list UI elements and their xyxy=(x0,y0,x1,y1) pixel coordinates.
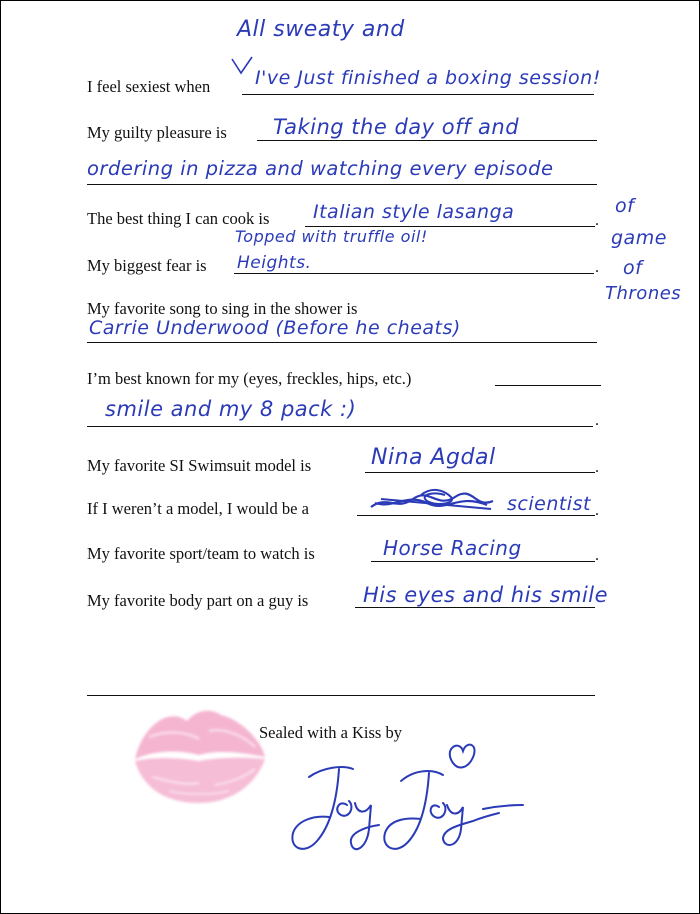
line-sport xyxy=(371,561,595,562)
answer-guilty-side-2: game xyxy=(611,227,667,249)
prompt-sexiest: I feel sexiest when xyxy=(87,77,211,96)
answer-career: scientist xyxy=(507,493,591,515)
answer-bodypart: His eyes and his smile xyxy=(363,583,609,607)
period-known: . xyxy=(595,412,599,429)
answer-fear: Heights. xyxy=(237,253,312,273)
answer-model: Nina Agdal xyxy=(371,445,496,470)
prompt-model: My favorite SI Swimsuit model is xyxy=(87,456,312,475)
crossed-out-scribble xyxy=(367,485,497,515)
line-guilty xyxy=(257,140,597,141)
prompt-known: I’m best known for my (eyes, freckles, hips, etc.) xyxy=(87,369,412,388)
answer-guilty-line2: ordering in pizza and watching every episode xyxy=(87,157,554,180)
answer-guilty-side-4: Thrones xyxy=(605,283,682,304)
line-song xyxy=(87,342,597,343)
answer-sexiest: I've Just finished a boxing session! xyxy=(255,67,601,89)
signature-image xyxy=(283,729,533,879)
answer-song: Carrie Underwood (Before he cheats) xyxy=(89,317,461,339)
lipstick-kiss-image xyxy=(129,699,269,809)
period-career: . xyxy=(595,502,599,519)
caret-mark-icon xyxy=(229,53,255,77)
line-guilty-2 xyxy=(87,184,597,185)
answer-guilty-side-3: of xyxy=(623,257,643,279)
answer-cook: Italian style lasanga xyxy=(313,201,515,223)
line-career xyxy=(357,515,595,516)
prompt-guilty: My guilty pleasure is xyxy=(87,123,227,142)
prompt-career: If I weren’t a model, I would be a xyxy=(87,499,309,518)
answer-cook-below: Topped with truffle oil! xyxy=(235,227,428,246)
prompt-song: My favorite song to sing in the shower is xyxy=(87,299,358,318)
line-sexiest xyxy=(242,94,594,95)
line-known xyxy=(495,385,601,386)
line-known-2 xyxy=(87,426,593,427)
answer-guilty-line1: Taking the day off and xyxy=(273,115,520,139)
sealed-with-kiss-label: Sealed with a Kiss by xyxy=(259,723,402,742)
line-fear xyxy=(234,273,594,274)
period-model: . xyxy=(595,459,599,476)
prompt-sport: My favorite sport/team to watch is xyxy=(87,544,315,563)
period-sport: . xyxy=(595,547,599,564)
prompt-fear: My biggest fear is xyxy=(87,256,207,275)
period-cook: . xyxy=(595,212,599,229)
answer-sexiest-above: All sweaty and xyxy=(237,17,405,42)
line-model xyxy=(365,472,595,473)
answer-sport: Horse Racing xyxy=(383,536,522,560)
signature-line xyxy=(87,695,595,696)
prompt-bodypart: My favorite body part on a guy is xyxy=(87,591,309,610)
line-bodypart xyxy=(355,607,595,608)
answer-known: smile and my 8 pack :) xyxy=(105,397,357,421)
period-fear: . xyxy=(595,259,599,276)
answer-guilty-side-1: of xyxy=(615,195,635,217)
prompt-cook: The best thing I can cook is xyxy=(87,209,270,228)
